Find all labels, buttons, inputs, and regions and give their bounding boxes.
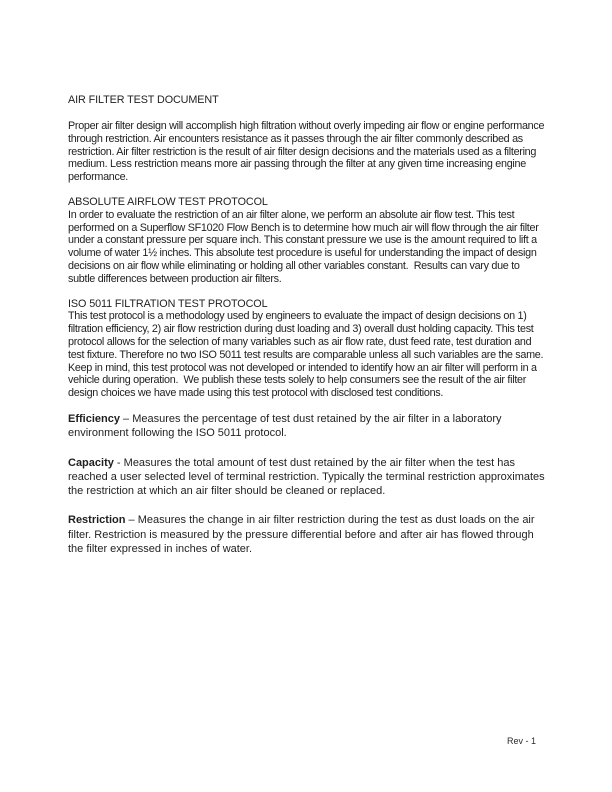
section-iso-5011 (68, 298, 546, 400)
definition-body-restriction: Measures the change in air filter restriction during the test as dust loads on the air filter. Restriction is measured by the pressure differential before and after air has flowed through the filter expressed in inches of water. (68, 514, 535, 556)
section-heading-iso-5011: ISO 5011 FILTRATION TEST PROTOCOL (68, 297, 268, 310)
definition-term-restriction: Restriction (68, 514, 126, 527)
document-title: AIR FILTER TEST DOCUMENT (68, 94, 219, 106)
definition-efficiency (68, 412, 546, 441)
section-absolute-airflow (68, 196, 546, 286)
section-body-iso-5011: This test protocol is a methodology used by engineers to evaluate the impact of design decisions on 1) filtration efficiency, 2) air flow restriction during dust loading and 3) overall dust holding capacity. This test protocol allows for the selection of many variables such as air flow rate, dust feed rate, test duration and test fixture. Therefore no two ISO 5011 test results are comparable unless all such variables are the same. Keep in mind, this test protocol was not developed or intended to identify how an air filter will perform in a vehicle during operation. We publish these tests solely to help consumers see the result of the air filter design choices we have made using this test protocol with disclosed test conditions. (68, 310, 546, 400)
definition-capacity (68, 456, 546, 499)
definition-restriction (68, 513, 546, 556)
intro-paragraph: Proper air filter design will accomplish high filtration without overly impeding air flow or engine performance through restriction. Air encounters resistance as it passes through the air filter commonly described as restriction. Air filter restriction is the result of air filter design decisions and the materials used as a filtering medium. Less restriction means more air passing through the filter at any given time increasing engine performance. (68, 120, 547, 184)
definition-body-capacity: Measures the total amount of test dust retained by the air filter when the test has reached a user selected level of terminal restriction. Typically the terminal restriction approximates the restriction at which an air filter should be cleaned or replaced. (68, 456, 545, 498)
definition-term-efficiency: Efficiency (68, 412, 120, 425)
definition-term-capacity: Capacity (68, 456, 114, 469)
section-body-absolute-airflow: In order to evaluate the restriction of an air filter alone, we perform an absolute air flow test. This test performed on a Superflow SF1020 Flow Bench is to determine how much air will flow through the air filter under a constant pressure per square inch. This constant pressure we use is the amount required to lift a volume of water 1½ inches. This absolute test procedure is useful for understanding the impact of design decisions on air flow while eliminating or holding all other variables constant. Results can vary due to subtle differences between production air filters. (68, 208, 542, 285)
definition-body-efficiency: Measures the percentage of test dust retained by the air filter in a laboratory environment following the ISO 5011 protocol. (68, 412, 502, 440)
section-heading-absolute-airflow: ABSOLUTE AIRFLOW TEST PROTOCOL (68, 195, 268, 208)
definition-separator: – (128, 514, 135, 527)
definition-separator: – (123, 412, 130, 425)
revision-label: Rev - 1 (506, 736, 536, 746)
definition-separator: - (116, 456, 121, 469)
